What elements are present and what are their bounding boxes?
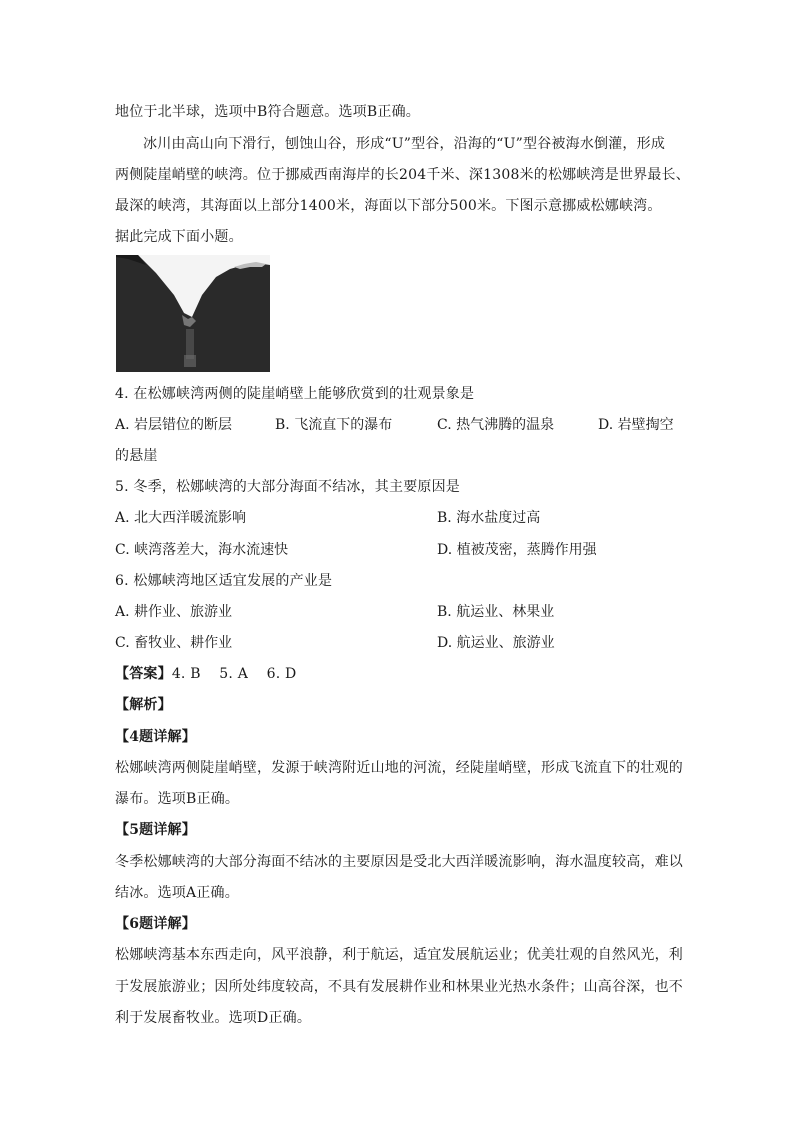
detail5-title: 【5题详解】 xyxy=(115,822,196,838)
intro-line-5: 据此完成下面小题。 xyxy=(115,229,243,245)
q4-option-d-continued: 的悬崖 xyxy=(115,448,158,464)
q5-option-b: B. 海水盐度过高 xyxy=(437,510,541,526)
detail4-title: 【4题详解】 xyxy=(115,729,196,745)
detail6-line-1: 松娜峡湾基本东西走向，风平浪静，利于航运，适宜发展航运业；优美壮观的自然风光，利 xyxy=(115,947,683,963)
q4-stem: 4. 在松娜峡湾两侧的陡崖峭壁上能够欣赏到的壮观景象是 xyxy=(115,386,475,402)
detail5-line-2: 结冰。选项A正确。 xyxy=(115,885,239,901)
answer-text: 4. B 5. A 6. D xyxy=(171,666,297,682)
detail6-title: 【6题详解】 xyxy=(115,916,196,932)
q6-option-b: B. 航运业、林果业 xyxy=(437,604,555,620)
answer-label: 【答案】 xyxy=(115,666,172,682)
intro-line-4: 最深的峡湾，其海面以上部分1400米，海面以下部分500米。下图示意挪威松娜峡湾。 xyxy=(115,198,662,214)
detail5-line-1: 冬季松娜峡湾的大部分海面不结冰的主要原因是受北大西洋暖流影响，海水温度较高，难以 xyxy=(115,854,683,870)
q6-stem: 6. 松娜峡湾地区适宜发展的产业是 xyxy=(115,573,333,589)
detail4-line-2: 瀑布。选项B正确。 xyxy=(115,791,240,807)
detail6-line-2: 于发展旅游业；因所处纬度较高，不具有发展耕作业和林果业光热水条件；山高谷深，也不 xyxy=(115,979,683,995)
q5-option-c: C. 峡湾落差大，海水流速快 xyxy=(115,542,289,558)
q4-option-c: C. 热气沸腾的温泉 xyxy=(437,417,555,433)
fjord-photo xyxy=(116,255,270,372)
q6-option-a: A. 耕作业、旅游业 xyxy=(115,604,233,620)
q5-option-d: D. 植被茂密，蒸腾作用强 xyxy=(437,542,597,558)
q5-stem: 5. 冬季，松娜峡湾的大部分海面不结冰，其主要原因是 xyxy=(115,479,461,495)
q6-option-c: C. 畜牧业、耕作业 xyxy=(115,635,233,651)
q4-option-d: D. 岩壁掏空 xyxy=(598,417,674,433)
detail6-line-3: 利于发展畜牧业。选项D正确。 xyxy=(115,1010,312,1026)
detail4-line-1: 松娜峡湾两侧陡崖峭壁，发源于峡湾附近山地的河流，经陡崖峭壁，形成飞流直下的壮观的 xyxy=(115,760,683,776)
q6-option-d: D. 航运业、旅游业 xyxy=(437,635,555,651)
intro-line-3: 两侧陡崖峭壁的峡湾。位于挪威西南海岸的长204千米、深1308米的松娜峡湾是世界最长、 xyxy=(115,167,690,183)
q4-option-b: B. 飞流直下的瀑布 xyxy=(275,417,393,433)
intro-line-2: 冰川由高山向下滑行，刨蚀山谷，形成“U”型谷，沿海的“U”型谷被海水倒灌，形成 xyxy=(143,136,666,152)
q5-option-a: A. 北大西洋暖流影响 xyxy=(115,510,247,526)
answer-line xyxy=(115,664,296,684)
q4-option-a: A. 岩层错位的断层 xyxy=(115,417,233,433)
analysis-label: 【解析】 xyxy=(115,697,172,713)
intro-line-1: 地位于北半球，选项中B符合题意。选项B正确。 xyxy=(115,104,420,120)
